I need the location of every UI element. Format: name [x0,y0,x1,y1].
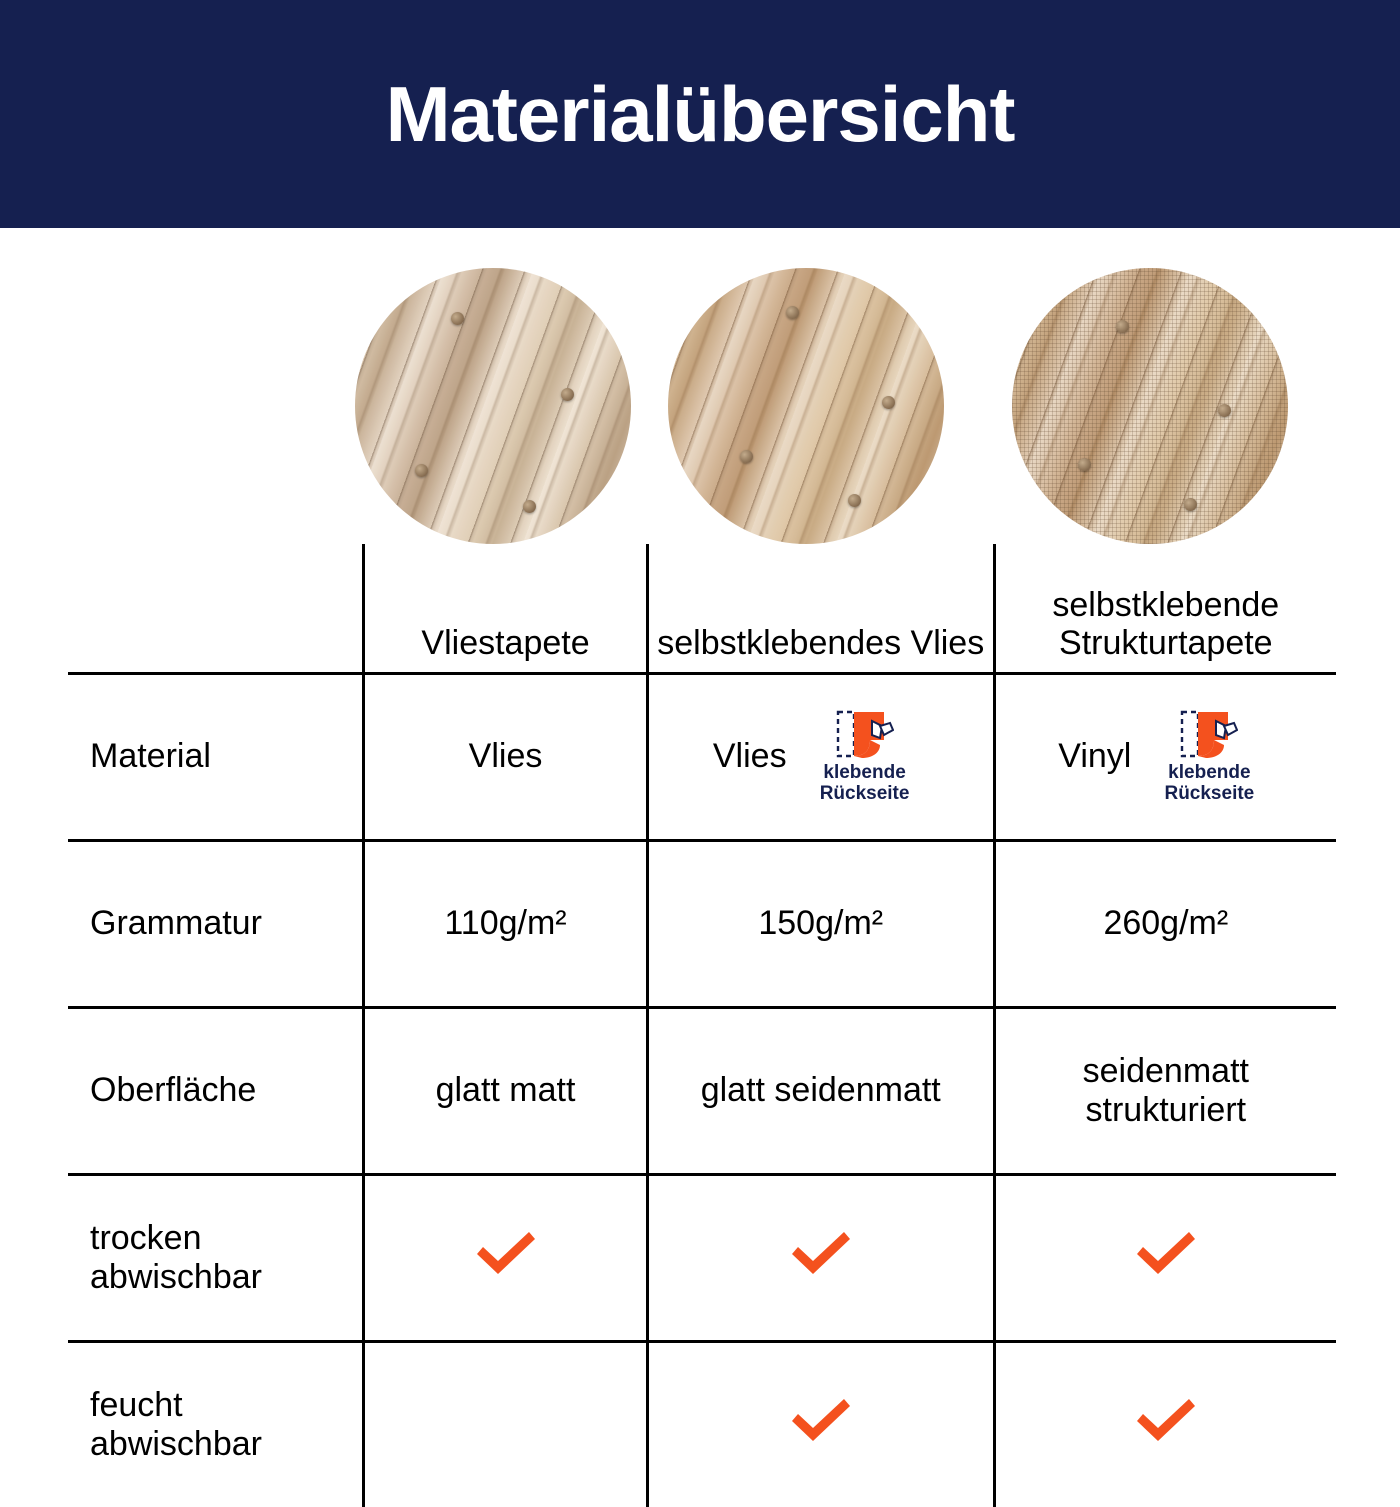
wood-knot-icon [561,388,574,401]
wood-knot-icon [523,500,536,513]
check-icon [473,1228,539,1278]
row-label-trocken-abwischbar: trocken abwischbar [68,1175,364,1342]
adhesive-back-badge [801,709,929,804]
wood-knot-icon [740,450,753,463]
cell-feucht-selbstklebende-strukturtapete [994,1342,1336,1507]
adhesive-back-badge [1145,709,1273,804]
wood-knot-icon [786,306,799,319]
table-header-row [68,544,1336,674]
swatch-row [0,268,1400,544]
wood-knot-icon [1078,458,1091,471]
cell-feucht-selbstklebendes-vlies [647,1342,994,1507]
table-row [68,1008,1336,1175]
wood-knot-icon [1218,404,1231,417]
page-header [0,0,1400,228]
adhesive-back-label: klebende Rückseite [1164,763,1254,804]
cell-oberflaeche-vliestapete: glatt matt [364,1008,648,1175]
table-row [68,1342,1336,1507]
cell-material-selbstklebende-strukturtapete [994,674,1336,841]
check-icon [1133,1228,1199,1278]
cell-material-selbstklebendes-vlies [647,674,994,841]
wood-knot-icon [1116,320,1129,333]
wood-texture-icon [355,268,631,544]
wood-texture-icon [1012,268,1288,544]
wood-knot-icon [1184,498,1197,511]
check-icon [788,1228,854,1278]
page-title: Materialübersicht [386,75,1015,153]
table-row [68,841,1336,1008]
header-cell-selbstklebende-strukturtapete: selbstklebende Strukturtapete [994,544,1336,674]
cell-trocken-vliestapete [364,1175,648,1342]
cell-value: Vlies [713,737,787,776]
selbstklebendes-vlies-swatch [668,268,944,544]
cell-feucht-vliestapete [364,1342,648,1507]
cell-grammatur-selbstklebendes-vlies: 150g/m² [647,841,994,1008]
material-comparison-table [68,544,1336,1507]
cell-trocken-selbstklebendes-vlies [647,1175,994,1342]
row-label-material: Material [68,674,364,841]
wood-knot-icon [848,494,861,507]
adhesive-back-label: klebende Rückseite [820,763,910,804]
wood-knot-icon [451,312,464,325]
cell-material-vliestapete [364,674,648,841]
adhesive-back-icon [836,709,894,761]
table-row [68,1175,1336,1342]
cell-trocken-selbstklebende-strukturtapete [994,1175,1336,1342]
check-icon [788,1395,854,1445]
wood-knot-icon [415,464,428,477]
cell-value: Vinyl [1058,737,1131,776]
cell-grammatur-vliestapete: 110g/m² [364,841,648,1008]
table-row [68,674,1336,841]
header-cell-vliestapete: Vliestapete [364,544,648,674]
cell-oberflaeche-selbstklebende-strukturtapete: seidenmatt strukturiert [994,1008,1336,1175]
header-cell-selbstklebendes-vlies: selbstklebendes Vlies [647,544,994,674]
selbstklebende-strukturtapete-swatch [1012,268,1288,544]
cell-grammatur-selbstklebende-strukturtapete: 260g/m² [994,841,1336,1008]
header-cell-empty [68,544,364,674]
wood-texture-icon [668,268,944,544]
wood-knot-icon [882,396,895,409]
check-icon [1133,1395,1199,1445]
row-label-oberflaeche: Oberfläche [68,1008,364,1175]
cell-oberflaeche-selbstklebendes-vlies: glatt seidenmatt [647,1008,994,1175]
cell-value: Vlies [469,737,543,776]
row-label-feucht-abwischbar: feucht abwischbar [68,1342,364,1507]
adhesive-back-icon [1180,709,1238,761]
row-label-grammatur: Grammatur [68,841,364,1008]
vliestapete-swatch [355,268,631,544]
